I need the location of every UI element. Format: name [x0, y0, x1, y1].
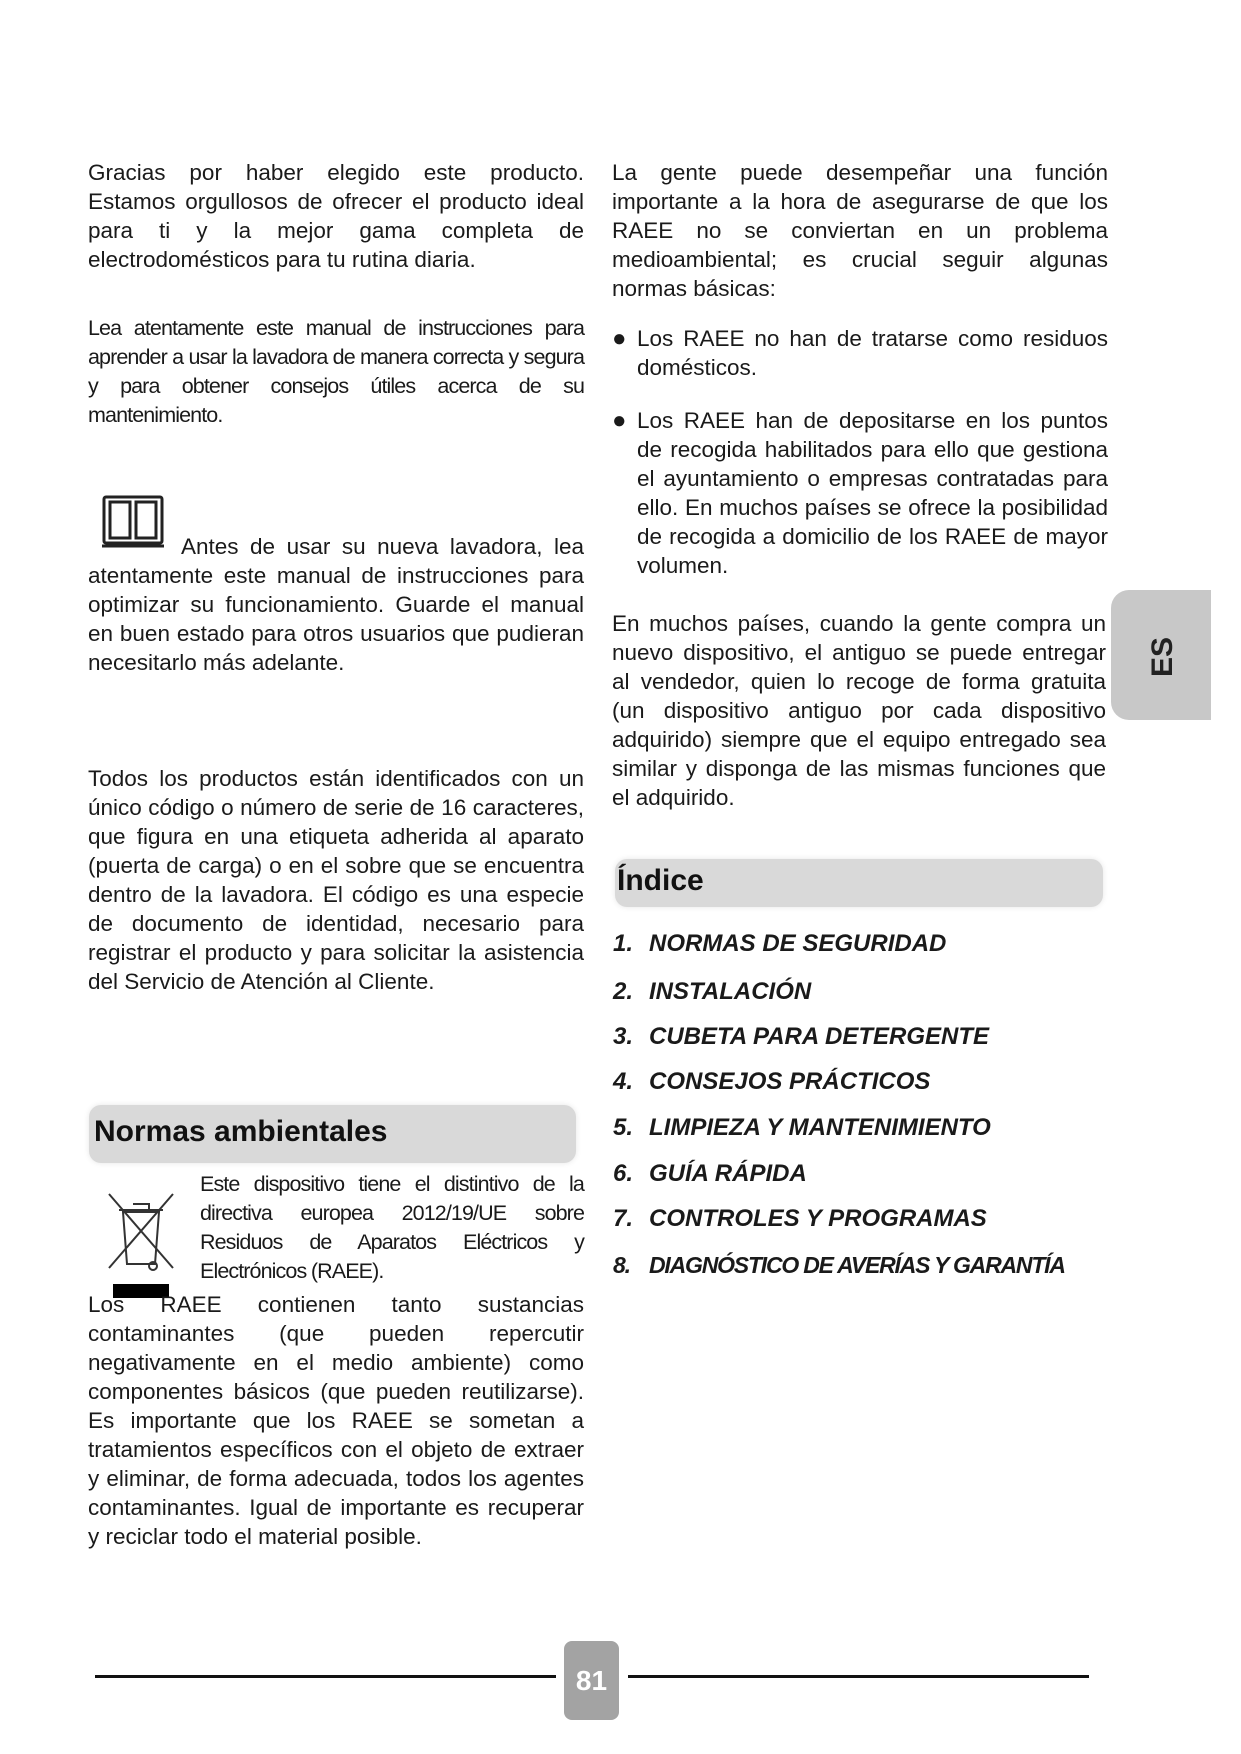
footer-rule-left	[95, 1675, 556, 1678]
index-item: 4. CONSEJOS PRÁCTICOS	[613, 1068, 931, 1095]
index-item: 7. CONTROLES Y PROGRAMAS	[613, 1205, 987, 1232]
serial-paragraph: Todos los productos están identificados con un único código o número de serie de 16 caracteres, que figura en una etiqueta adherida al aparato (puerta de carga) o en el sobre que se encuentra dentro de la lavadora. El código es una especie de documento de identidad, necesario para registrar el producto y para solicitar la asistencia del Servicio de Atención al Cliente.	[88, 766, 584, 994]
countries-paragraph: En muchos países, cuando la gente compra un nuevo dispositivo, el antiguo se puede entregar al vendedor, quien lo recoge de forma gratuita (un dispositivo antiguo por cada dispositivo adquirido) siempre que el equipo entregado sea similar y disponga de las mismas funciones que el adquirido.	[612, 611, 1106, 810]
intro-paragraph: Gracias por haber elegido este producto. Estamos orgullosos de ofrecer el producto ideal para ti y la mejor gama completa de electrodomésticos para tu rutina diaria.	[88, 160, 584, 272]
page-number: 81	[564, 1641, 619, 1720]
env-heading: Normas ambientales	[94, 1115, 388, 1148]
weee-note: Este dispositivo tiene el distintivo de la directiva europea 2012/19/UE sobre Residuos de Aparatos Eléctricos y Electrónicos (RAEE).	[200, 1172, 584, 1283]
bullet-icon: ●	[612, 407, 627, 434]
index-item: 8. DIAGNÓSTICO DE AVERÍAS Y GARANTÍA	[613, 1252, 1065, 1278]
before-use-paragraph: Antes de usar su nueva lavadora, lea atentamente este manual de instrucciones para optimizar su funcionamiento. Guarde el manual en buen estado para otros usuarios que pudieran necesitarlo más adelante.	[88, 534, 584, 675]
bullet-icon: ●	[612, 325, 627, 352]
weee-body-paragraph: Los RAEE contienen tanto sustancias contaminantes (que pueden repercutir negativamente en el medio ambiente) como componentes básicos (que pueden reutilizarse). Es importante que los RAEE se sometan a tratamientos específicos con el objeto de extraer y eliminar, de forma adecuada, todos los agentes contaminantes. Igual de importante es recuperar y reciclar todo el material posible.	[88, 1292, 584, 1549]
bullet-item: ● Los RAEE han de depositarse en los puntos de recogida habilitados para ello que gestiona el ayuntamiento o empresas contratadas para ello. En muchos países se ofrece la posibilidad de recogida a domicilio de los RAEE de mayor volumen.	[612, 407, 1108, 578]
footer-rule-right	[628, 1675, 1089, 1678]
index-item: 1. NORMAS DE SEGURIDAD	[613, 930, 947, 957]
index-item: 3. CUBETA PARA DETERGENTE	[613, 1023, 990, 1050]
index-heading: Índice	[617, 864, 704, 897]
index-item: 6. GUÍA RÁPIDA	[613, 1160, 807, 1187]
index-item: 2. INSTALACIÓN	[613, 978, 812, 1005]
weee-bin-icon	[105, 1190, 177, 1305]
read-manual-paragraph: Lea atentamente este manual de instrucciones para aprender a usar la lavadora de manera correcta y segura y para obtener consejos útiles acerca de su mantenimiento.	[88, 316, 584, 427]
language-tab: ES	[1111, 590, 1211, 720]
people-paragraph: La gente puede desempeñar una función importante a la hora de asegurarse de que los RAEE no se conviertan en un problema medioambiental; es crucial seguir algunas normas básicas:	[612, 160, 1108, 301]
index-item: 5. LIMPIEZA Y MANTENIMIENTO	[613, 1114, 991, 1141]
bullet-item: ● Los RAEE no han de tratarse como residuos domésticos.	[612, 325, 1108, 380]
